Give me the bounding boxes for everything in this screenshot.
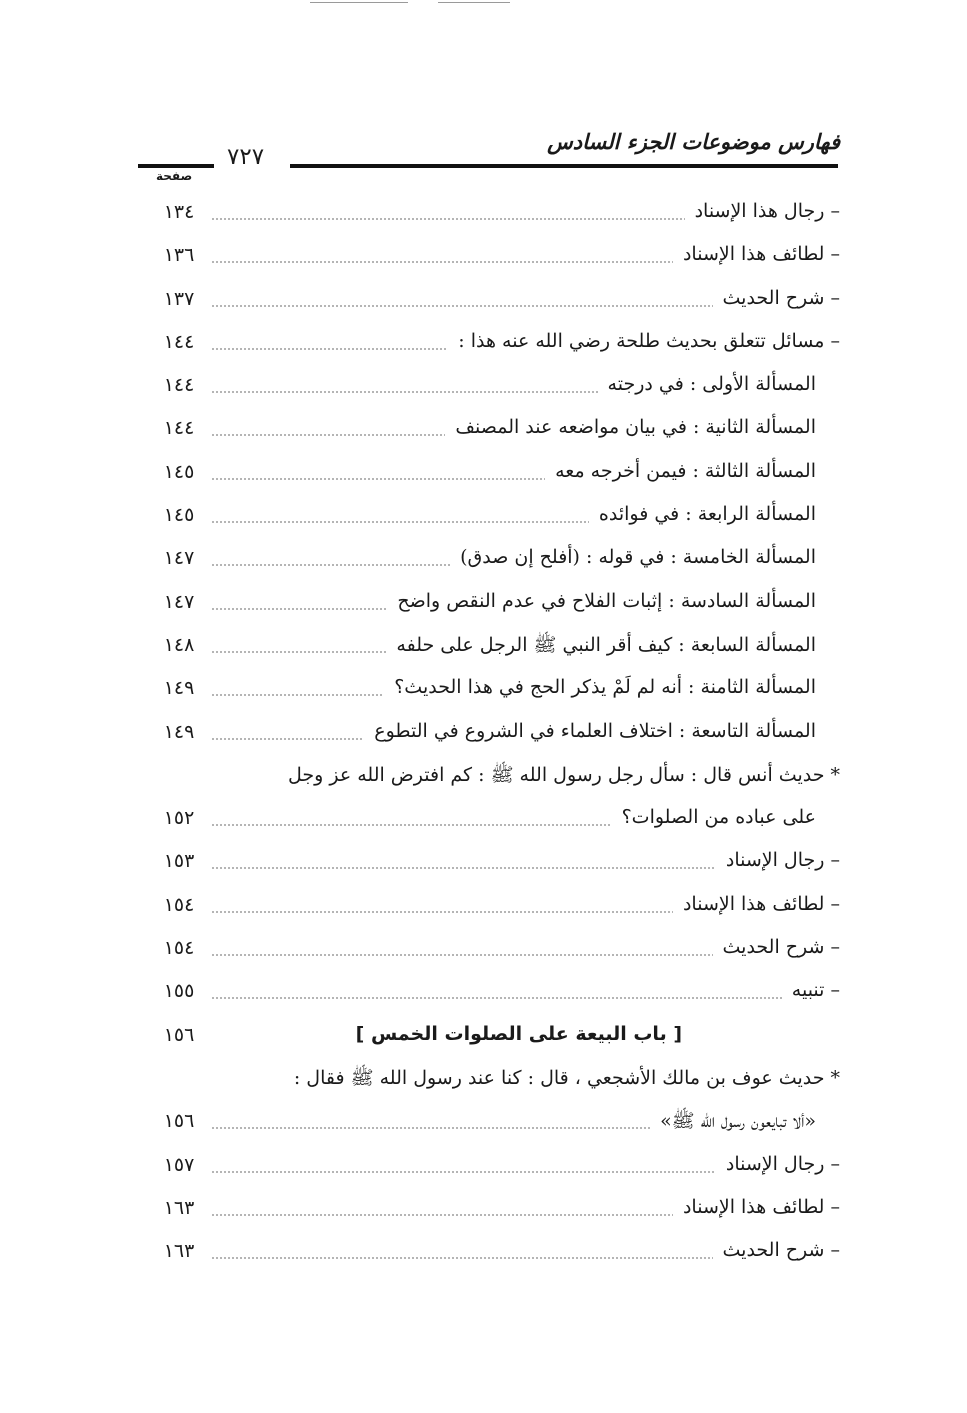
toc-page-number: ١٤٥	[163, 460, 195, 483]
top-scan-marks	[310, 2, 510, 4]
toc-entry-text: – رجال الإسناد	[716, 849, 840, 871]
toc-entry-text: – تنبيه	[782, 979, 840, 1001]
page-number: ٧٢٧	[227, 144, 265, 170]
toc-page-number: ١٤٨	[163, 633, 195, 656]
toc-page-number: ١٥٤	[163, 937, 195, 960]
toc-entry	[140, 1019, 840, 1062]
toc-page-number: ١٦٣	[163, 1240, 195, 1263]
toc-page-number: ١٥٧	[163, 1153, 195, 1176]
dot-leader	[212, 997, 830, 999]
toc-entry-text: * حديث أنس قال : سأل رجل رسول الله ﷺ : كم افترض الله عز وجل	[212, 763, 840, 791]
toc-entry	[140, 672, 840, 715]
toc-entry-text: المسألة الأولى : في درجته	[598, 373, 816, 395]
toc-entry-text: – رجال الإسناد	[716, 1153, 840, 1175]
toc-entry	[140, 499, 840, 542]
toc-entry-text: – رجال هذا الإسناد	[685, 200, 840, 222]
toc-entry	[140, 369, 840, 412]
toc-entry-text: – شرح الحديث	[713, 1239, 841, 1261]
page-column-label: صفحة	[156, 169, 193, 183]
page-title: فهارس موضوعات الجزء السادس	[547, 130, 840, 154]
toc-entry	[140, 283, 840, 326]
toc-entry-text: – مسائل تتعلق بحديث طلحة رضي الله عنه هذا :	[448, 330, 840, 352]
toc-entry	[140, 932, 840, 975]
toc-page-number: ١٥٦	[163, 1023, 195, 1046]
toc-entry-text: المسألة الثامنة : أنه لم لَمْ يذكر الحج في هذا الحديث؟	[384, 676, 816, 698]
toc-entry	[140, 889, 840, 932]
page-column-rule	[138, 164, 214, 168]
toc-page-number: ١٤٧	[163, 547, 195, 570]
toc-entry	[140, 716, 840, 759]
toc-entry-text: – شرح الحديث	[713, 287, 841, 309]
toc-entry-text: المسألة الثالثة : فيمن أخرجه معه	[545, 460, 816, 482]
toc-entry	[140, 975, 840, 1018]
toc-entry	[140, 542, 840, 585]
toc-entry	[140, 586, 840, 629]
page-header	[130, 118, 840, 183]
toc-entry	[140, 412, 840, 455]
toc-entry	[140, 845, 840, 888]
toc-entry	[140, 239, 840, 282]
toc-page-number: ١٤٧	[163, 590, 195, 613]
toc-entry-text: على عباده من الصلوات؟	[612, 806, 816, 828]
toc-entry	[140, 456, 840, 499]
toc-page-number: ١٥٤	[163, 893, 195, 916]
toc-entry	[140, 1105, 840, 1148]
toc-page-number: ١٤٩	[163, 677, 195, 700]
toc-entry-text: «ألا تبايعون رسول الله ﷺ»	[650, 1109, 816, 1137]
toc-page-number: ١٤٤	[163, 374, 195, 397]
toc-page-number: ١٤٤	[163, 330, 195, 353]
toc-entry-text: – لطائف هذا الإسناد	[673, 243, 840, 265]
toc-entry-text: * حديث عوف بن مالك الأشجعي ، قال : كنا عند رسول الله ﷺ فقال :	[212, 1066, 840, 1094]
toc-entry-text: – لطائف هذا الإسناد	[673, 1196, 840, 1218]
table-of-contents	[140, 196, 840, 1278]
toc-page-number: ١٤٩	[163, 720, 195, 743]
toc-entry-text: – لطائف هذا الإسناد	[673, 893, 840, 915]
toc-entry	[140, 1192, 840, 1235]
toc-entry	[140, 196, 840, 239]
toc-entry-text: المسألة الرابعة : في فوائده	[589, 503, 816, 525]
toc-entry-text: المسألة التاسعة : اختلاف العلماء في الشروع في التطوع	[364, 720, 816, 742]
header-rule	[290, 164, 838, 168]
toc-page-number: ١٣٦	[163, 244, 195, 267]
toc-entry	[140, 629, 840, 672]
section-title: [ باب البيعة على الصلوات الخمس ]	[348, 1023, 690, 1045]
toc-entry-text: المسألة الثانية : في بيان مواضعه عند المصنف	[445, 416, 816, 438]
toc-entry	[140, 759, 840, 802]
toc-page-number: ١٣٤	[163, 201, 195, 223]
toc-page-number: ١٣٧	[163, 287, 195, 310]
toc-entry	[140, 802, 840, 845]
toc-page-number: ١٥٦	[163, 1110, 195, 1133]
toc-entry-text: المسألة الخامسة : في قوله : (أفلح إن صدق)	[450, 546, 816, 568]
toc-page-number: ١٥٣	[163, 850, 195, 873]
toc-entry	[140, 1149, 840, 1192]
toc-page-number: ١٥٢	[163, 807, 195, 830]
toc-entry-text: – شرح الحديث	[713, 936, 841, 958]
toc-entry-text: المسألة السابعة : كيف أقر النبي ﷺ الرجل على حلفه	[386, 633, 816, 661]
toc-page-number: ١٥٥	[163, 980, 195, 1003]
toc-entry-text: المسألة السادسة : إثبات الفلاح في عدم النقص واضح	[387, 590, 816, 612]
toc-page-number: ١٤٥	[163, 504, 195, 527]
toc-page-number: ١٦٣	[163, 1196, 195, 1219]
toc-entry	[140, 326, 840, 369]
toc-entry	[140, 1062, 840, 1105]
toc-entry	[140, 1235, 840, 1278]
toc-page-number: ١٤٤	[163, 417, 195, 440]
